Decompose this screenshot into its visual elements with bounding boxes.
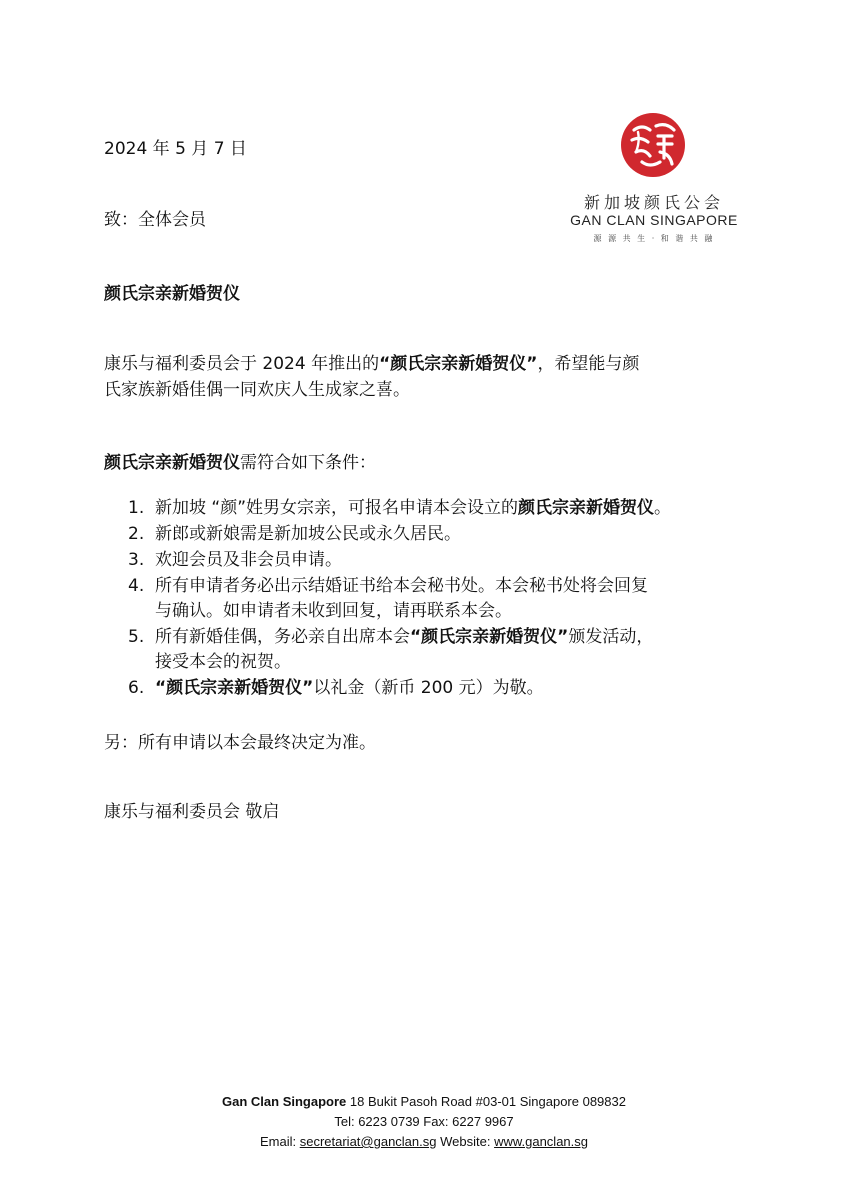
condition-number: 6.	[128, 678, 145, 698]
footer-email-link[interactable]: secretariat@ganclan.sg	[299, 1134, 437, 1149]
footer-email-label: Email:	[259, 1134, 300, 1149]
footer-address-line	[0, 1091, 848, 1113]
condition-text: 新加坡 “颜”姓男女宗亲，可报名申请本会设立的	[155, 498, 519, 518]
condition-bold-text: “颜氏宗亲新婚贺仪”	[155, 678, 314, 698]
condition-item	[128, 522, 768, 547]
condition-bold-text: “颜氏宗亲新婚贺仪”	[410, 627, 569, 647]
intro-line-1	[104, 352, 639, 377]
conditions-heading-rest: 需符合如下条件：	[240, 453, 376, 473]
condition-line-2: 与确认。如申请者未收到回复，请再联系本会。	[155, 601, 512, 621]
footer-contact-line	[0, 1131, 848, 1153]
condition-text-end: 以礼金（新币 200 元）为敬。	[313, 678, 544, 698]
condition-bold-text: 颜氏宗亲新婚贺仪	[518, 498, 655, 518]
footer-org-name: Gan Clan Singapore	[222, 1094, 347, 1109]
condition-line: 欢迎会员及非会员申请。	[155, 550, 342, 570]
condition-number: 5.	[128, 627, 145, 647]
condition-number: 1.	[128, 498, 145, 518]
condition-line	[155, 676, 768, 701]
condition-item	[128, 625, 768, 675]
conditions-list	[128, 496, 768, 702]
condition-line	[155, 496, 768, 521]
condition-text-end: 。	[654, 498, 672, 518]
intro-text-2: ，希望能与颜	[537, 354, 640, 374]
letter-date: 2024 年 5 月 7 日	[104, 139, 247, 159]
conditions-heading	[104, 451, 376, 476]
condition-text-end: 颁发活动，	[568, 627, 654, 647]
footer-address: 18 Bukit Pasoh Road #03-01 Singapore 089832	[346, 1094, 626, 1109]
gan-clan-seal-logo	[620, 112, 686, 178]
condition-number: 2.	[128, 524, 145, 544]
logo-english-name: GAN CLAN SINGAPORE	[570, 212, 738, 228]
footer-phone-line: Tel: 6223 0739 Fax: 6227 9967	[334, 1114, 514, 1129]
condition-item	[128, 676, 768, 701]
logo-chinese-name: 新加坡颜氏公会	[583, 193, 724, 212]
intro-line-2: 氏家族新婚佳偶一同欢庆人生成家之喜。	[104, 380, 410, 400]
condition-line: 所有申请者务必出示结婚证书给本会秘书处。本会秘书处将会回复	[155, 576, 648, 596]
letter-recipient: 致：全体会员	[104, 210, 206, 230]
footer-website-link[interactable]: www.ganclan.sg	[494, 1134, 589, 1149]
condition-text: 所有新婚佳偶，务必亲自出席本会	[155, 627, 410, 647]
condition-line-2: 接受本会的祝贺。	[155, 652, 291, 672]
condition-number: 4.	[128, 576, 145, 596]
condition-item	[128, 496, 768, 521]
condition-line	[155, 625, 768, 650]
intro-text-1: 康乐与福利委员会于 2024 年推出的	[104, 354, 380, 374]
condition-line: 新郎或新娘需是新加坡公民或永久居民。	[155, 524, 461, 544]
logo-tagline: 源 源 共 生 · 和 谐 共 融	[593, 234, 715, 243]
signature: 康乐与福利委员会 敬启	[104, 802, 280, 822]
condition-number: 3.	[128, 550, 145, 570]
letter-subject: 颜氏宗亲新婚贺仪	[104, 284, 240, 304]
footer-website-label: Website:	[436, 1134, 495, 1149]
condition-item	[128, 574, 768, 624]
conditions-heading-bold: 颜氏宗亲新婚贺仪	[104, 453, 240, 473]
final-decision-note: 另：所有申请以本会最终决定为准。	[104, 733, 376, 753]
intro-highlight: “颜氏宗亲新婚贺仪”	[379, 354, 538, 374]
condition-item	[128, 548, 768, 573]
